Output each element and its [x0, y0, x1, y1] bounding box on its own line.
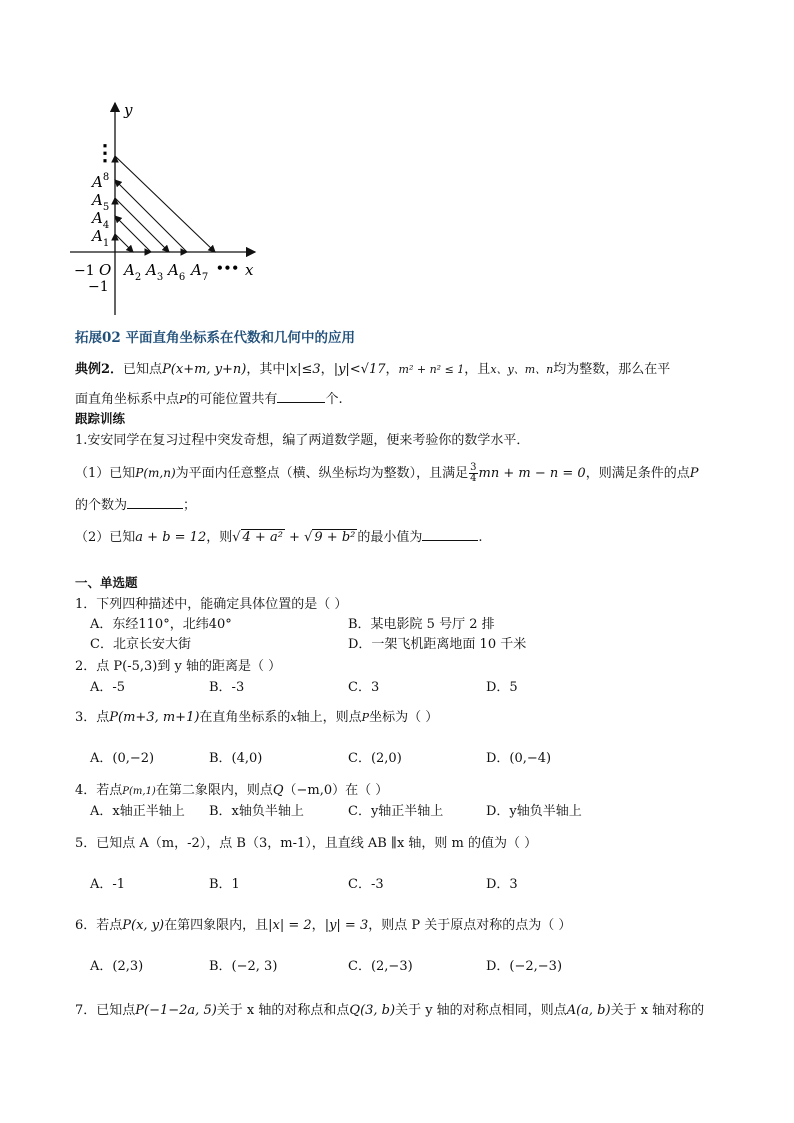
example-sep-2: ，	[385, 362, 399, 377]
mc-q3-option-c[interactable]: C．(2,0)	[348, 751, 402, 766]
mc-q6-stem	[75, 914, 571, 933]
q3-text-a: 3．点	[75, 710, 110, 725]
q1-1-text-c: ，则满足条件的点	[585, 466, 690, 481]
q1-1-answer-blank[interactable]	[127, 496, 183, 509]
q3-expr: P(m+3, m+1)	[109, 710, 200, 725]
mc-q1-option-c[interactable]: C．北京长安大街	[90, 637, 191, 652]
q1-1-p: P	[689, 466, 699, 481]
q7-text-b: 关于 x 轴的对称点和点	[216, 1003, 350, 1018]
mc-q6-option-d[interactable]: D．(−2,−3)	[486, 959, 563, 974]
path-a5-a6	[115, 198, 169, 252]
fraction-denominator: 4	[470, 473, 477, 484]
example-cond-3: m² + n² ≤ 1	[398, 363, 465, 376]
q6-c1: |x| = 2	[268, 918, 312, 933]
practice-title: 跟踪训练	[75, 411, 126, 426]
q1-1-text-e: ；	[183, 498, 197, 513]
q7-text-a: 7．已知点	[75, 1003, 136, 1018]
mc-q2-option-b[interactable]: B．-3	[209, 680, 245, 695]
q1-2-expr-2: 9 + b²	[314, 530, 356, 545]
path-a3-a4	[115, 216, 151, 252]
practice-q1-1-line2	[75, 494, 196, 513]
example-text-c: ，且	[464, 362, 491, 377]
q1-1-equation: mn + m − n = 0	[478, 466, 586, 481]
q1-2-answer-blank[interactable]	[422, 528, 478, 541]
mc-q6-option-b[interactable]: B．(−2, 3)	[209, 959, 278, 974]
mc-q4-option-c[interactable]: C．y轴正半轴上	[348, 804, 444, 819]
axis-y-label: y	[124, 101, 133, 119]
mc-q4-stem	[75, 779, 388, 798]
mc-q2-option-c[interactable]: C．3	[348, 680, 380, 695]
q1-1-point: P(m,n)	[135, 466, 176, 480]
q1-2-plus: +	[284, 530, 305, 545]
mc-q3-stem	[75, 706, 438, 725]
coordinate-figure	[60, 95, 280, 320]
a8-text: A	[92, 173, 103, 191]
mc-q3-option-d[interactable]: D．(0,−4)	[486, 751, 552, 766]
q1-1-text-d: 的个数为	[75, 498, 128, 513]
example-text-a: 已知点	[123, 362, 163, 377]
q4-text-b: 在第二象限内，则点	[155, 783, 273, 798]
label-a3: $A_3$	[146, 261, 164, 283]
mc-q5-option-a[interactable]: A．-1	[90, 877, 126, 892]
q6-text-a: 6．若点	[75, 918, 123, 933]
example-line-1	[75, 358, 670, 377]
q7-p: P(−1−2a, 5)	[135, 1003, 217, 1018]
example-cond-1: |x|≤3	[285, 362, 321, 377]
mc-q5-stem: 5．已知点 A（m，-2），点 B（3，m-1），且直线 AB ∥x 轴，则 m 的值为（ ）	[75, 836, 538, 851]
axis-x-label: x	[245, 261, 254, 279]
example-label: 典例2．	[75, 362, 124, 377]
fraction-numerator: 3	[470, 462, 477, 473]
sqrt-sign-2: √	[304, 530, 313, 545]
q3-text-b: 在直角坐标系的	[199, 710, 291, 725]
mc-q2-stem: 2．点 P(-5,3)到 y 轴的距离是（ ）	[75, 659, 282, 674]
path-up-down	[115, 156, 215, 252]
mc-q3-option-a[interactable]: A．(0,−2)	[90, 751, 155, 766]
q6-text-b: 在第四象限内，且	[164, 918, 269, 933]
mc-q1-option-a[interactable]: A．东经110°，北纬40°	[90, 617, 232, 632]
q1-2-text-b: ，则	[206, 530, 233, 545]
mc-q1-option-b[interactable]: B．某电影院 5 号厅 2 排	[348, 617, 495, 632]
q1-2-eq: a + b = 12	[135, 530, 207, 545]
mc-q4-option-b[interactable]: B．x轴负半轴上	[209, 804, 304, 819]
q4-text-a: 4．若点	[75, 783, 123, 798]
q1-1-text-a: （1）已知	[75, 466, 136, 481]
sqrt-sign-1: √	[232, 530, 241, 545]
mc-q4-option-d[interactable]: D．y轴负半轴上	[486, 804, 582, 819]
label-a7: $A_7$	[191, 261, 209, 283]
example-point-expr: P(x+m, y+n)	[162, 362, 247, 377]
mc-q6-option-c[interactable]: C．(2,−3)	[348, 959, 413, 974]
example-text-g: 个.	[325, 392, 343, 407]
example-vars: x、y、m、n	[490, 363, 554, 376]
neg-one-x: −1	[74, 263, 95, 279]
example-text-b: ，其中	[246, 362, 286, 377]
label-a8: $A^8$	[92, 172, 110, 191]
dots-y: ⋮	[94, 140, 116, 166]
practice-q1-intro: 1.安安同学在复习过程中突发奇想，编了两道数学题，便来考验你的数学水平．	[75, 433, 530, 448]
label-a5: $A_5$	[92, 191, 110, 213]
practice-q1-1-line	[75, 462, 698, 484]
neg-one-y: −1	[88, 279, 109, 295]
q1-2-text-c: 的最小值为	[357, 530, 423, 545]
q4-p: P(m,1)	[122, 786, 156, 797]
path-a1-a2	[115, 234, 133, 252]
q6-c2: |y| = 3	[324, 918, 369, 933]
q3-text-c: 轴上，则点	[296, 710, 362, 725]
practice-q1-2-line	[75, 526, 483, 545]
example-text-f: 的可能位置共有	[186, 392, 278, 407]
q7-a: A(a, b)	[566, 1003, 611, 1018]
q4-q: Q	[272, 783, 284, 798]
mc-q1-option-d[interactable]: D．一架飞机距离地面 10 千米	[348, 637, 527, 652]
example-answer-blank[interactable]	[277, 390, 325, 403]
dots-x: •••	[216, 261, 240, 275]
q7-q: Q(3, b)	[349, 1003, 396, 1018]
mc-q2-option-d[interactable]: D．5	[486, 680, 518, 695]
label-a1: $A_1$	[92, 227, 110, 249]
label-a2: $A_2$	[124, 261, 142, 283]
q3-x: x	[290, 711, 297, 724]
example-sep-1: ，	[320, 362, 334, 377]
q6-p: P(x, y)	[122, 918, 165, 933]
label-a4: $A_4$	[92, 209, 110, 231]
mc-q3-option-b[interactable]: B．(4,0)	[209, 751, 263, 766]
q1-1-text-b: 为平面内任意整点（横、纵坐标均为整数），且满足	[175, 466, 469, 481]
mc-heading: 一、单选题	[75, 575, 138, 590]
mc-q1-stem: 1．下列四种描述中，能确定具体位置的是（ ）	[75, 597, 348, 612]
mc-q5-option-c[interactable]: C．-3	[348, 877, 384, 892]
q1-2-text-a: （2）已知	[75, 530, 136, 545]
q1-2-expr-1: 4 + a²	[242, 530, 283, 545]
mc-q2-option-a[interactable]: A．-5	[90, 680, 126, 695]
mc-q7-stem	[75, 999, 704, 1018]
example-line-2	[75, 388, 343, 407]
example-text-d: 均为整数，那么在平	[553, 362, 671, 377]
q3-text-d: 坐标为（ ）	[369, 710, 439, 725]
q1-2-text-d: .	[478, 530, 483, 545]
q7-text-d: 关于 x 轴对称的	[610, 1003, 705, 1018]
example-p: P	[179, 393, 187, 406]
mc-q5-option-b[interactable]: B．1	[209, 877, 240, 892]
origin-label: O	[99, 261, 112, 279]
example-text-e: 面直角坐标系中点	[75, 392, 180, 407]
q6-text-d: ，则点 P 关于原点对称的点为（ ）	[368, 918, 572, 933]
mc-q5-option-d[interactable]: D．3	[486, 877, 518, 892]
q7-text-c: 关于 y 轴的对称点相同，则点	[395, 1003, 567, 1018]
section-title: 拓展02 平面直角坐标系在代数和几何中的应用	[75, 330, 355, 346]
q4-text-c: （−m,0）在（ ）	[283, 783, 389, 798]
mc-q6-option-a[interactable]: A．(2,3)	[90, 959, 144, 974]
q3-p: P	[361, 711, 370, 724]
label-a6: $A_6$	[168, 261, 186, 283]
example-cond-2: |y|<√17	[333, 362, 386, 377]
q1-1-fraction	[469, 463, 477, 484]
q6-sep: ，	[311, 918, 325, 933]
mc-q4-option-a[interactable]: A．x轴正半轴上	[90, 804, 185, 819]
